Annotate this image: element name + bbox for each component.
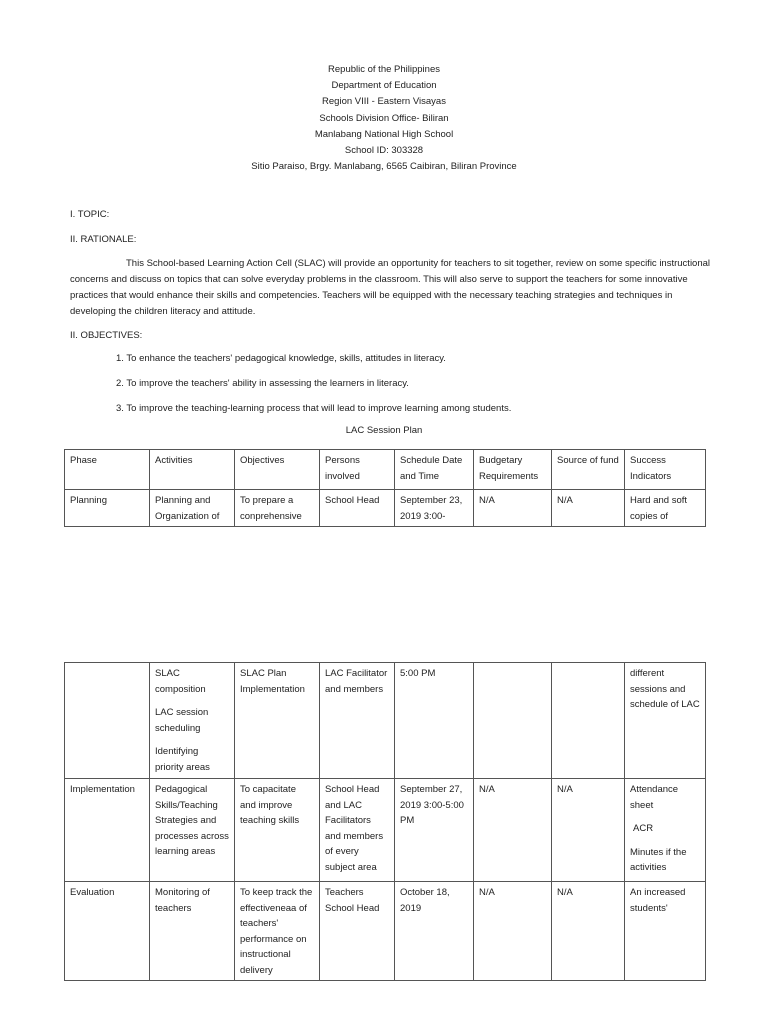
indicator-item: Minutes if the activities [630,846,687,873]
activity-item: SLAC composition [155,668,206,695]
letterhead [0,64,768,177]
cell-objectives: To prepare a conprehensive [235,490,320,527]
cell-schedule: October 18, 2019 [395,882,474,981]
cell-schedule: 5:00 PM [395,663,474,779]
cell-indicators [625,779,706,882]
cell-persons: Teachers School Head [320,882,395,981]
header-success-indicators: Success Indicators [625,450,706,490]
header-activities: Activities [150,450,235,490]
lac-session-plan-table-page1 [64,449,706,527]
cell-objectives: To keep track the effectiveneaa of teachers' performance on instructional delivery [235,882,320,981]
letterhead-line-country: Republic of the Philippines [328,64,440,75]
cell-persons: School Head and LAC Facilitators and members of every subject area [320,779,395,882]
header-source-of-fund: Source of fund [552,450,625,490]
letterhead-line-division: Schools Division Office- Biliran [319,112,449,124]
cell-activities: Monitoring of teachers [150,882,235,981]
letterhead-line-address: Sitio Paraiso, Brgy. Manlabang, 6565 Caibiran, Biliran Province [251,161,517,173]
indicator-item: Attendance sheet [630,784,679,811]
cell-budget: N/A [474,779,552,882]
activity-item: LAC session scheduling [155,707,209,734]
header-persons-involved: Persons involved [320,450,395,490]
lac-session-plan-title: LAC Session Plan [345,425,423,436]
header-budget: Budgetary Requirements [474,450,552,490]
header-objectives: Objectives [235,450,320,490]
cell-schedule: September 23, 2019 3:00- [395,490,474,527]
cell-budget: N/A [474,490,552,527]
cell-fund: N/A [552,490,625,527]
table-row [65,779,706,882]
topic-heading: I. TOPIC: [70,209,110,220]
cell-activities: Planning and Organization of [150,490,235,527]
cell-persons: LAC Facilitator and members [320,663,395,779]
cell-phase: Planning [65,490,150,527]
rationale-paragraph: This School-based Learning Action Cell (SLAC) will provide an opportunity for teachers to sit together, review on some specific instructional concerns and discuss on topics that can solve everyday problems in the classroom. This will also serve to support the teachers for some innovative practices that would enhance their skills and competencies. Teachers will be equipped with the necessary teaching strategies and techniques in developing the children literacy and attitude. [70,258,711,317]
cell-phase: Evaluation [65,882,150,981]
cell-fund [552,663,625,779]
cell-objectives: To capacitate and improve teaching skills [235,779,320,882]
cell-phase [65,663,150,779]
cell-indicators: Hard and soft copies of [625,490,706,527]
cell-fund: N/A [552,779,625,882]
cell-activities [150,663,235,779]
cell-indicators: different sessions and schedule of LAC [625,663,706,779]
indicator-item: ACR [633,823,654,834]
objectives-heading: II. OBJECTIVES: [70,330,143,341]
cell-phase: Implementation [65,779,150,882]
cell-fund: N/A [552,882,625,981]
objective-item-1: 1. To enhance the teachers' pedagogical knowledge, skills, attitudes in literacy. [116,353,446,364]
header-phase: Phase [65,450,150,490]
cell-objectives: SLAC Plan Implementation [235,663,320,779]
cell-schedule: September 27, 2019 3:00-5:00 PM [395,779,474,882]
header-schedule: Schedule Date and Time [395,450,474,490]
cell-budget [474,663,552,779]
letterhead-line-department: Department of Education [331,80,437,92]
table-row [65,663,706,779]
letterhead-line-school: Manlabang National High School [314,128,454,140]
rationale-heading: II. RATIONALE: [70,234,137,245]
objective-item-3: 3. To improve the teaching-learning process that will lead to improve learning among students. [116,403,512,414]
activity-item: Identifying priority areas [155,746,210,773]
table-header-row [65,450,706,490]
table-row [65,882,706,981]
cell-activities: Pedagogical Skills/Teaching Strategies and processes across learning areas [150,779,235,882]
letterhead-line-school-id: School ID: 303328 [344,144,424,156]
table-row [65,490,706,527]
lac-session-plan-table-page2 [64,662,706,981]
cell-indicators: An increased students' [625,882,706,981]
cell-persons: School Head [320,490,395,527]
objective-item-2: 2. To improve the teachers' ability in assessing the learners in literacy. [116,378,409,389]
letterhead-line-region: Region VIII - Eastern Visayas [322,96,446,108]
cell-budget: N/A [474,882,552,981]
